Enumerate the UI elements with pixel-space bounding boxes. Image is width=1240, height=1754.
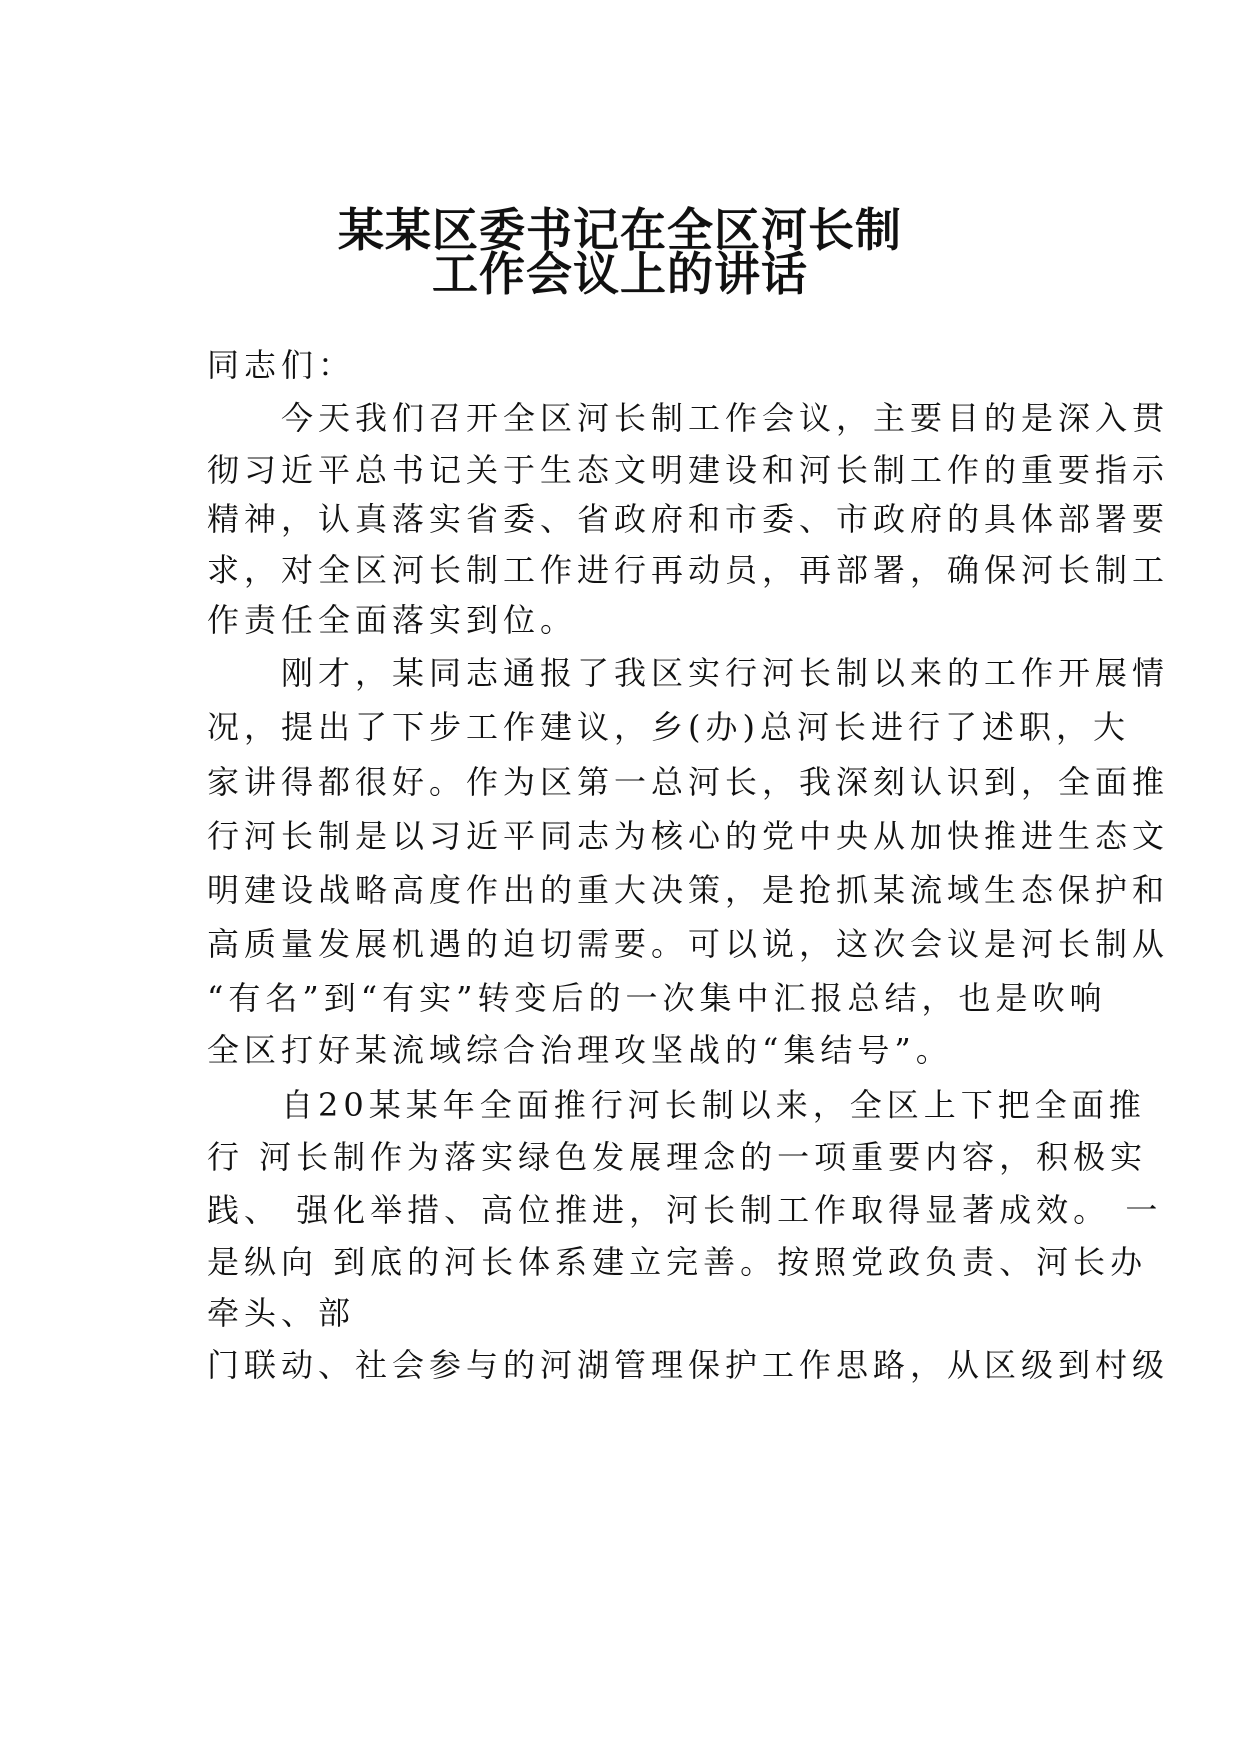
document-title-line-1: 某某区委书记在全区河长制 [338, 203, 902, 257]
body-line: 行河长制是以习近平同志为核心的党中央从加快推进生态文 [207, 817, 1170, 855]
body-line: 求，对全区河长制工作进行再动员，再部署，确保河长制工 [207, 551, 1170, 589]
body-line: 精神，认真落实省委、省政府和市委、市政府的具体部署要 [207, 500, 1170, 538]
body-line: 自20某某年全面推行河长制以来，全区上下把全面推 [207, 1086, 1146, 1124]
body-line: 牵头、部 [207, 1294, 356, 1332]
body-line: 行 河长制作为落实绿色发展理念的一项重要内容，积极实 [207, 1138, 1148, 1176]
body-line: 今天我们召开全区河长制工作会议，主要目的是深入贯 [207, 399, 1170, 437]
body-line: 是纵向 到底的河长体系建立完善。按照党政负责、河长办 [207, 1243, 1148, 1281]
body-line: 况，提出了下步工作建议，乡(办)总河长进行了述职，大 [207, 708, 1130, 746]
body-line: 明建设战略高度作出的重大决策，是抢抓某流域生态保护和 [207, 871, 1170, 909]
greeting: 同志们： [207, 346, 356, 384]
body-line: “有名”到“有实”转变后的一次集中汇报总结，也是吹响 [207, 979, 1107, 1017]
body-line: 刚才，某同志通报了我区实行河长制以来的工作开展情 [207, 654, 1170, 692]
body-line: 作责任全面落实到位。 [207, 601, 578, 639]
document-title-line-2: 工作会议上的讲话 [432, 247, 808, 301]
body-line: 门联动、社会参与的河湖管理保护工作思路，从区级到村级 [207, 1346, 1170, 1384]
body-line: 家讲得都很好。作为区第一总河长，我深刻认识到，全面推 [207, 763, 1170, 801]
body-line: 彻习近平总书记关于生态文明建设和河长制工作的重要指示 [207, 451, 1170, 489]
body-line: 践、 强化举措、高位推进，河长制工作取得显著成效。 一 [207, 1191, 1163, 1229]
body-line: 全区打好某流域综合治理攻坚战的“集结号”。 [207, 1031, 953, 1069]
body-line: 高质量发展机遇的迫切需要。可以说，这次会议是河长制从 [207, 925, 1170, 963]
